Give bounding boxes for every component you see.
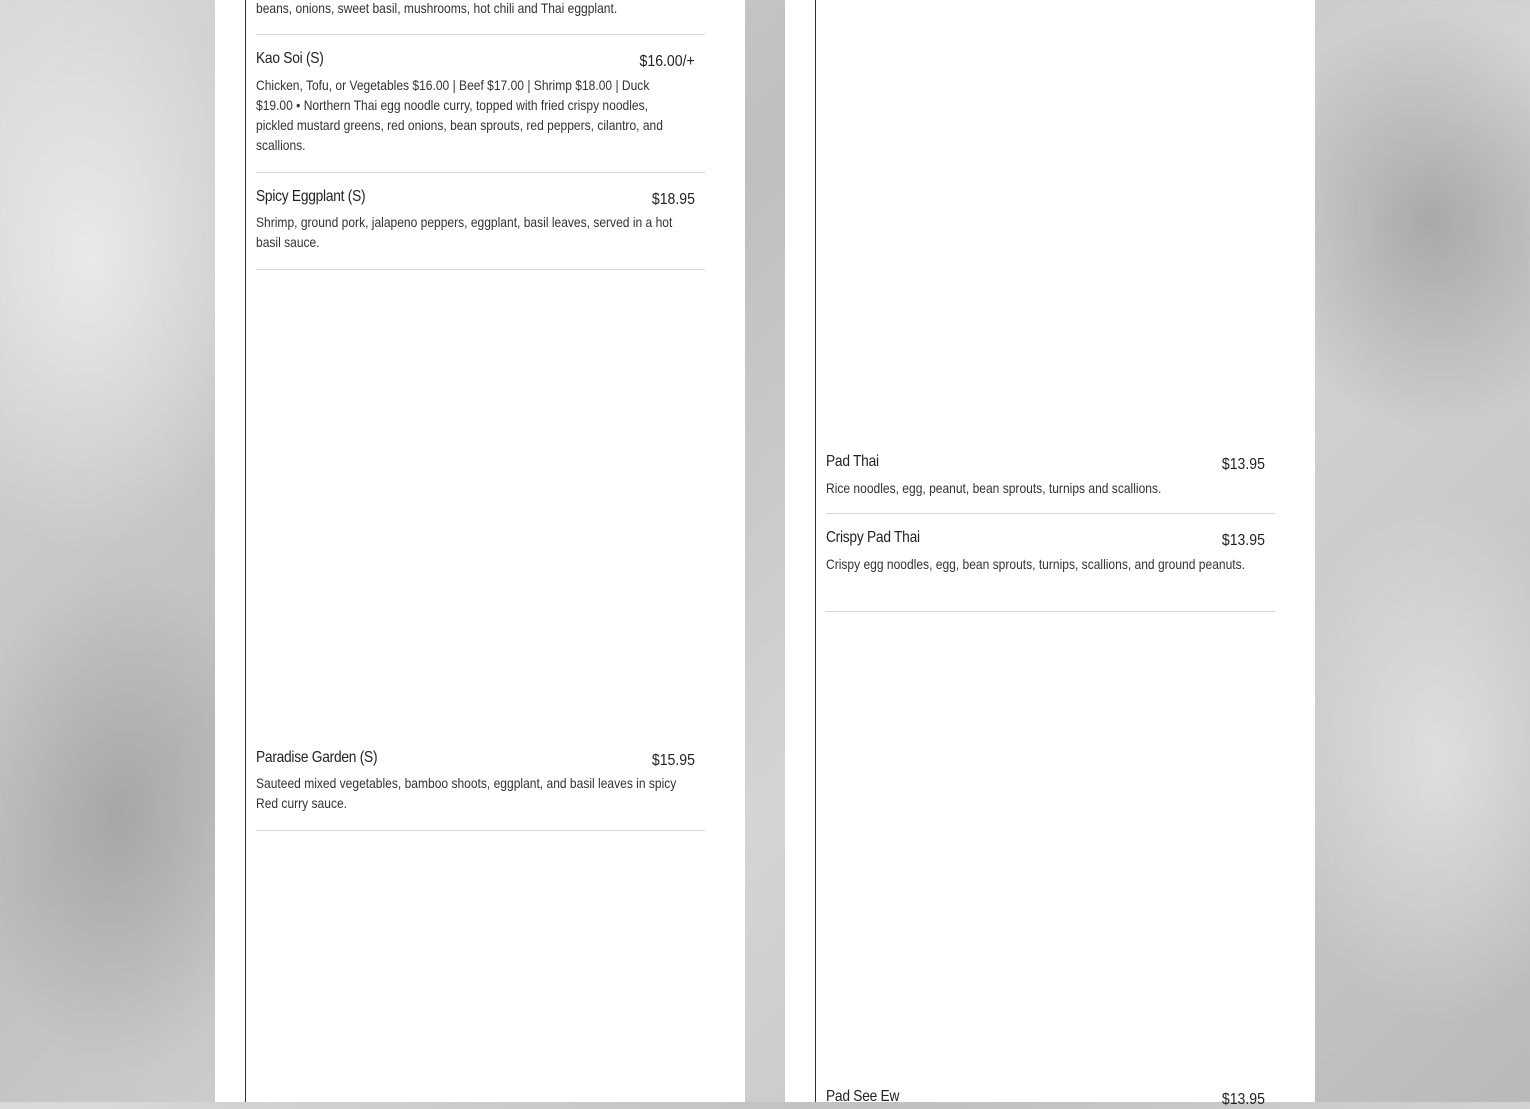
item-name: Spicy Eggplant (S)	[256, 188, 366, 205]
item-description: Crispy egg noodles, egg, bean sprouts, turnips, scallions, and ground peanuts.	[826, 556, 1245, 572]
item-description: Sauteed mixed vegetables, bamboo shoots, eggplant, and basil leaves in spicy Red curry sauce.	[256, 775, 677, 811]
item-description: Chicken, Tofu, or Vegetables $16.00 | Beef $17.00 | Shrimp $18.00 | Duck $19.00 • Northern Thai egg noodle curry, topped with fried crispy noodles, pickled mustard greens, red onions, bean sprouts, red peppers, cilantro, and scallions.	[256, 77, 663, 153]
menu-item-spicy-eggplant	[256, 188, 705, 270]
menu-item-paradise-garden	[256, 749, 705, 831]
item-name: Paradise Garden (S)	[256, 749, 378, 766]
item-divider	[256, 34, 705, 35]
panel-border	[815, 0, 816, 1102]
item-price: $13.95	[1221, 532, 1265, 549]
item-price: $13.95	[1221, 456, 1265, 473]
item-description: Shrimp, ground pork, jalapeno peppers, eggplant, basil leaves, served in a hot basil sauce.	[256, 214, 673, 250]
panel-border	[245, 0, 246, 1102]
menu-item-kao-soi	[256, 50, 705, 173]
item-description-fragment: beans, onions, sweet basil, mushrooms, hot chili and Thai eggplant.	[256, 0, 618, 16]
menu-item-pad-thai	[826, 453, 1275, 514]
item-description: Rice noodles, egg, peanut, bean sprouts, turnips and scallions.	[826, 480, 1162, 496]
item-name: Crispy Pad Thai	[826, 529, 920, 546]
item-name: Pad Thai	[826, 453, 879, 470]
item-price: $15.95	[651, 752, 695, 769]
menu-panel-right	[785, 0, 1315, 1108]
item-price: $16.00/+	[639, 53, 695, 70]
item-name: Pad See Ew	[826, 1088, 900, 1105]
item-name: Kao Soi (S)	[256, 50, 324, 67]
item-price: $18.95	[651, 191, 695, 208]
menu-item-crispy-pad-thai	[826, 529, 1275, 612]
menu-panel-left	[215, 0, 745, 1102]
menu-item-pad-see-ew	[826, 1088, 1275, 1108]
item-price: $13.95	[1221, 1091, 1265, 1108]
